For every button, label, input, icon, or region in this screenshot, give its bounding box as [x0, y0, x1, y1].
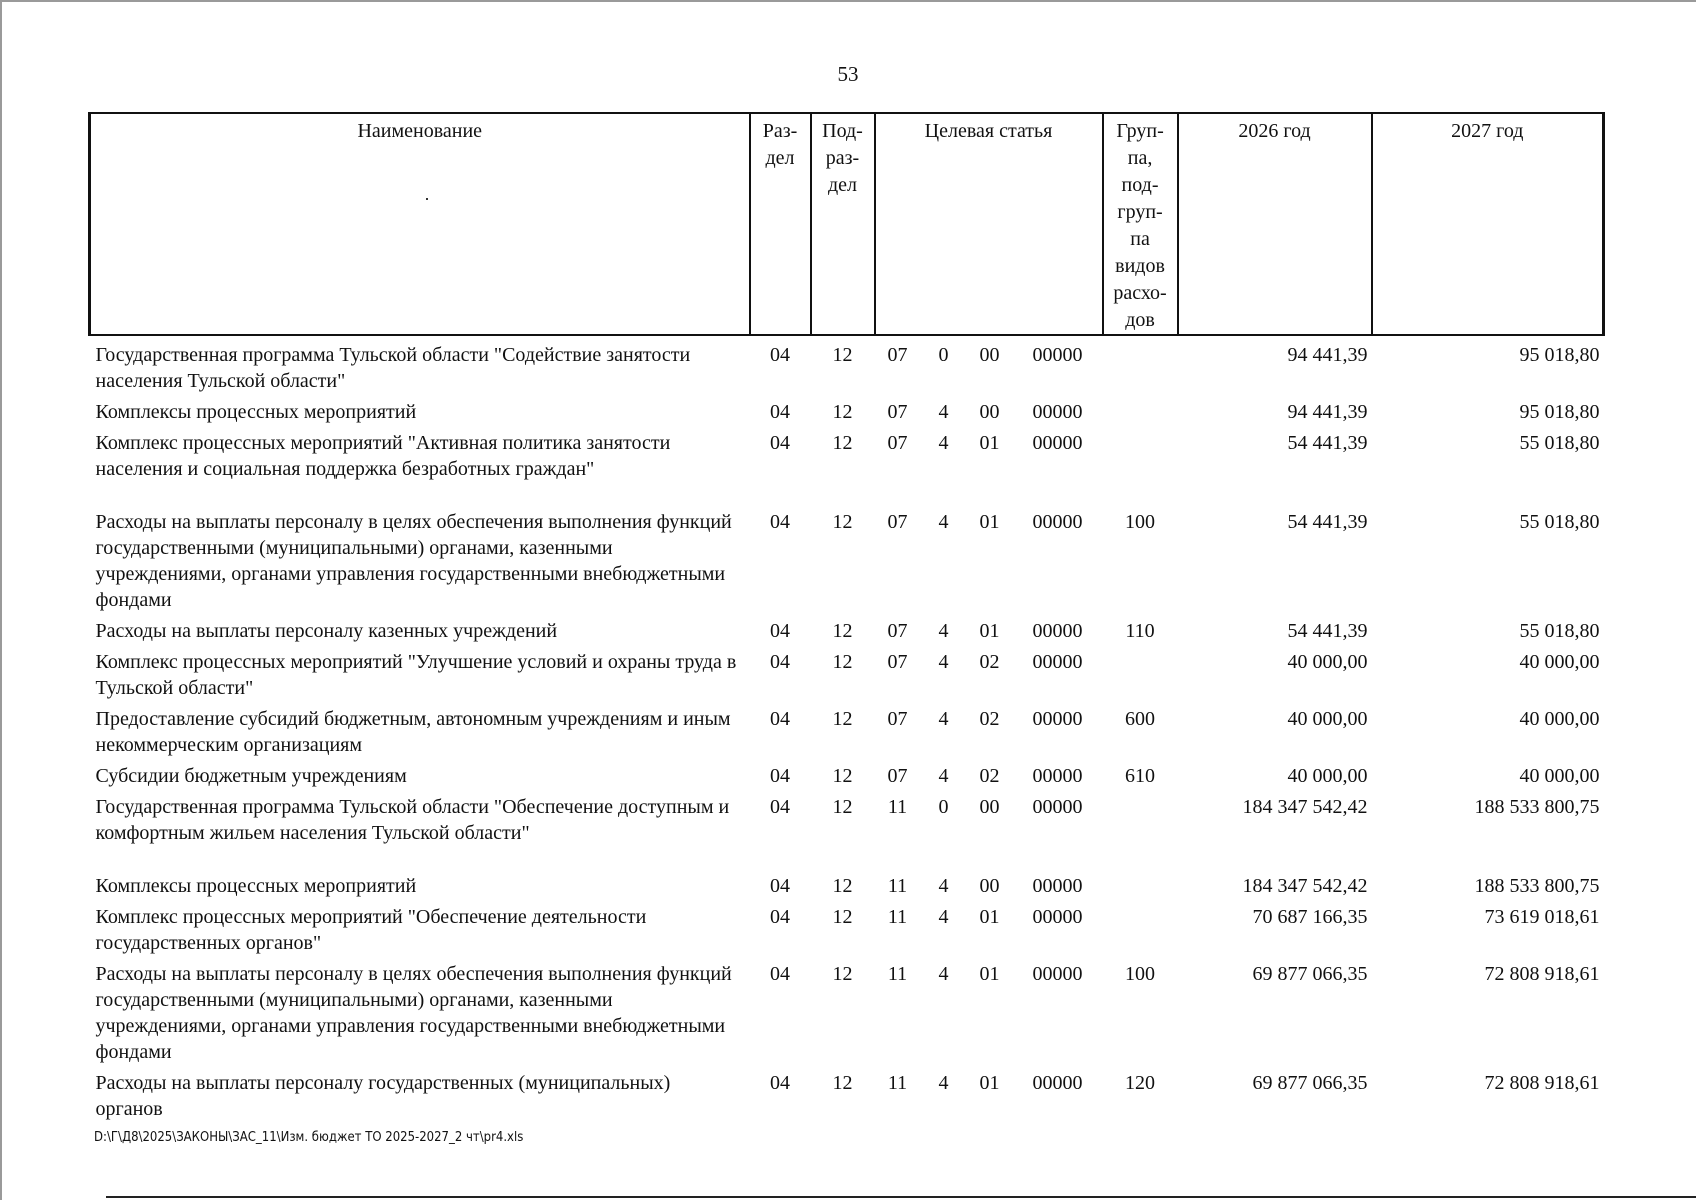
row-target-type: 0	[938, 344, 949, 366]
row-podrazdel: 12	[832, 796, 853, 818]
header-name: Наименование	[90, 113, 750, 335]
header-expense-group: Груп- па, под- груп- па видов расхо- дов	[1103, 113, 1178, 335]
row-expense-group	[1103, 335, 1178, 398]
row-podrazdel: 12	[832, 963, 853, 985]
header-target-article: Целевая статья	[875, 113, 1103, 335]
row-podrazdel: 12	[832, 906, 853, 928]
row-podrazdel: 12	[832, 765, 853, 787]
row-amount-2027: 55 018,80	[1519, 432, 1600, 454]
row-target-type: 4	[938, 432, 949, 454]
row-razdel: 04	[770, 963, 790, 985]
row-target-program: 11	[887, 796, 908, 818]
row-amount-2027: 55 018,80	[1519, 620, 1600, 642]
row-podrazdel: 12	[832, 401, 853, 423]
row-amount-2026: 69 877 066,35	[1252, 963, 1368, 985]
table-row	[90, 508, 1604, 617]
row-amount-2027: 55 018,80	[1519, 511, 1600, 533]
row-amount-2026: 40 000,00	[1287, 651, 1368, 673]
row-target-direction: 00000	[1032, 1072, 1083, 1094]
row-razdel: 04	[770, 875, 790, 897]
row-razdel: 04	[770, 344, 790, 366]
row-target-program: 07	[887, 344, 908, 366]
row-target-measure: 01	[979, 963, 1000, 985]
row-razdel: 04	[770, 432, 790, 454]
row-amount-2027: 188 533 800,75	[1474, 875, 1600, 897]
row-amount-2027: 95 018,80	[1519, 344, 1600, 366]
row-target-measure: 01	[979, 906, 1000, 928]
row-target-program: 07	[887, 511, 908, 533]
row-target-direction: 00000	[1032, 511, 1083, 533]
row-razdel: 04	[770, 1072, 790, 1094]
row-target-direction: 00000	[1032, 401, 1083, 423]
row-amount-2026: 184 347 542,42	[1242, 796, 1368, 818]
scan-border-left	[0, 0, 2, 1200]
row-name: Расходы на выплаты персоналу в целях обеспечения выполнения функций государственными (муниципальными) органами, казенными учреждениями, органами управления государственными внебюджетными фондами	[95, 511, 732, 611]
table-row	[90, 960, 1604, 1069]
row-amount-2026: 184 347 542,42	[1242, 875, 1368, 897]
header-year-2026: 2026 год	[1178, 113, 1372, 335]
table-row	[90, 398, 1604, 429]
row-razdel: 04	[770, 620, 790, 642]
row-target-type: 4	[938, 963, 949, 985]
row-podrazdel: 12	[832, 344, 853, 366]
row-target-direction: 00000	[1032, 708, 1083, 730]
row-target-program: 07	[887, 651, 908, 673]
row-target-type: 4	[938, 620, 949, 642]
row-razdel: 04	[770, 796, 790, 818]
row-razdel: 04	[770, 765, 790, 787]
row-amount-2026: 40 000,00	[1287, 708, 1368, 730]
row-amount-2026: 54 441,39	[1287, 511, 1368, 533]
row-target-direction: 00000	[1032, 344, 1083, 366]
row-target-direction: 00000	[1032, 651, 1083, 673]
row-expense-group: 100	[1125, 963, 1156, 985]
budget-table	[88, 112, 1605, 1126]
row-target-type: 0	[938, 796, 949, 818]
row-target-program: 11	[887, 875, 908, 897]
row-target-direction: 00000	[1032, 875, 1083, 897]
row-target-program: 07	[887, 620, 908, 642]
row-expense-group	[1103, 793, 1178, 872]
table-header-row	[90, 113, 1604, 335]
bottom-rule	[106, 1196, 1696, 1198]
row-target-measure: 01	[979, 511, 1000, 533]
row-target-program: 07	[887, 401, 908, 423]
header-podrazdel: Под- раз- дел	[811, 113, 875, 335]
row-name: Расходы на выплаты персоналу в целях обеспечения выполнения функций государственными (муниципальными) органами, казенными учреждениями, органами управления государственными внебюджетными фондами	[95, 963, 732, 1063]
row-amount-2026: 69 877 066,35	[1252, 1072, 1368, 1094]
row-amount-2027: 40 000,00	[1519, 765, 1600, 787]
table-row	[90, 429, 1604, 508]
row-amount-2026: 54 441,39	[1287, 432, 1368, 454]
row-target-direction: 00000	[1032, 765, 1083, 787]
row-target-type: 4	[938, 906, 949, 928]
row-target-measure: 01	[979, 1072, 1000, 1094]
row-amount-2027: 40 000,00	[1519, 651, 1600, 673]
row-expense-group	[1103, 648, 1178, 705]
table-row	[90, 903, 1604, 960]
row-expense-group	[1103, 429, 1178, 508]
row-podrazdel: 12	[832, 620, 853, 642]
row-target-measure: 01	[979, 620, 1000, 642]
row-target-program: 07	[887, 765, 908, 787]
row-target-program: 07	[887, 432, 908, 454]
row-amount-2026: 94 441,39	[1287, 401, 1368, 423]
row-target-type: 4	[938, 765, 949, 787]
row-name: Комплексы процессных мероприятий	[95, 401, 417, 423]
row-target-measure: 02	[979, 708, 1000, 730]
row-target-direction: 00000	[1032, 796, 1083, 818]
row-target-type: 4	[938, 1072, 949, 1094]
row-name: Комплекс процессных мероприятий "Активная политика занятости населения и социальная поддержка безработных граждан"	[95, 432, 671, 480]
row-razdel: 04	[770, 511, 790, 533]
table-row	[90, 705, 1604, 762]
table-row	[90, 872, 1604, 903]
row-expense-group: 100	[1125, 511, 1156, 533]
page-number: 53	[837, 62, 859, 86]
row-target-program: 07	[887, 708, 908, 730]
row-amount-2027: 72 808 918,61	[1484, 1072, 1600, 1094]
row-podrazdel: 12	[832, 1072, 853, 1094]
row-name: Комплекс процессных мероприятий "Улучшение условий и охраны труда в Тульской области"	[95, 651, 737, 699]
row-expense-group	[1103, 903, 1178, 960]
row-target-type: 4	[938, 875, 949, 897]
row-name: Государственная программа Тульской области "Содействие занятости населения Тульской области"	[95, 344, 691, 392]
row-razdel: 04	[770, 401, 790, 423]
row-target-measure: 00	[979, 344, 1000, 366]
row-amount-2026: 70 687 166,35	[1252, 906, 1368, 928]
row-name: Комплексы процессных мероприятий	[95, 875, 417, 897]
table-row	[90, 648, 1604, 705]
row-podrazdel: 12	[832, 708, 853, 730]
row-amount-2027: 188 533 800,75	[1474, 796, 1600, 818]
file-path-footer: D:\Г\Д8\2025\ЗАКОНЫ\ЗАС_11\Изм. бюджет ТО 2025-2027_2 чт\pr4.xls	[94, 1130, 524, 1145]
row-target-direction: 00000	[1032, 432, 1083, 454]
row-razdel: 04	[770, 906, 790, 928]
row-expense-group	[1103, 872, 1178, 903]
row-target-direction: 00000	[1032, 963, 1083, 985]
row-target-measure: 00	[979, 401, 1000, 423]
header-year-2027: 2027 год	[1372, 113, 1604, 335]
row-name: Расходы на выплаты персоналу казенных учреждений	[95, 620, 558, 642]
header-razdel: Раз- дел	[750, 113, 811, 335]
row-target-type: 4	[938, 511, 949, 533]
row-podrazdel: 12	[832, 651, 853, 673]
row-name: Расходы на выплаты персоналу государственных (муниципальных) органов	[95, 1072, 671, 1120]
row-amount-2026: 94 441,39	[1287, 344, 1368, 366]
row-target-type: 4	[938, 708, 949, 730]
table-row	[90, 762, 1604, 793]
scan-border-top	[0, 0, 1696, 2]
row-podrazdel: 12	[832, 432, 853, 454]
row-expense-group: 610	[1125, 765, 1156, 787]
row-name: Комплекс процессных мероприятий "Обеспечение деятельности государственных органов"	[95, 906, 647, 954]
row-name: Предоставление субсидий бюджетным, автономным учреждениям и иным некоммерческим организациям	[95, 708, 731, 756]
row-podrazdel: 12	[832, 875, 853, 897]
row-target-direction: 00000	[1032, 620, 1083, 642]
row-expense-group	[1103, 398, 1178, 429]
table-row	[90, 617, 1604, 648]
row-razdel: 04	[770, 708, 790, 730]
row-target-program: 11	[887, 1072, 908, 1094]
row-target-type: 4	[938, 651, 949, 673]
row-amount-2027: 72 808 918,61	[1484, 963, 1600, 985]
row-expense-group: 600	[1125, 708, 1156, 730]
row-target-measure: 01	[979, 432, 1000, 454]
row-target-measure: 00	[979, 875, 1000, 897]
row-target-measure: 02	[979, 651, 1000, 673]
row-target-type: 4	[938, 401, 949, 423]
row-amount-2026: 40 000,00	[1287, 765, 1368, 787]
row-amount-2027: 73 619 018,61	[1484, 906, 1600, 928]
row-amount-2026: 54 441,39	[1287, 620, 1368, 642]
table-row	[90, 1069, 1604, 1126]
row-target-measure: 02	[979, 765, 1000, 787]
row-name: Субсидии бюджетным учреждениям	[95, 765, 407, 787]
row-amount-2027: 40 000,00	[1519, 708, 1600, 730]
row-expense-group: 110	[1125, 620, 1155, 642]
row-target-direction: 00000	[1032, 906, 1083, 928]
row-target-program: 11	[887, 963, 908, 985]
row-name: Государственная программа Тульской области "Обеспечение доступным и комфортным жильем населения Тульской области"	[95, 796, 730, 844]
row-razdel: 04	[770, 651, 790, 673]
row-target-measure: 00	[979, 796, 1000, 818]
row-expense-group: 120	[1125, 1072, 1156, 1094]
row-target-program: 11	[887, 906, 908, 928]
row-podrazdel: 12	[832, 511, 853, 533]
table-row	[90, 335, 1604, 398]
table-row	[90, 793, 1604, 872]
row-amount-2027: 95 018,80	[1519, 401, 1600, 423]
